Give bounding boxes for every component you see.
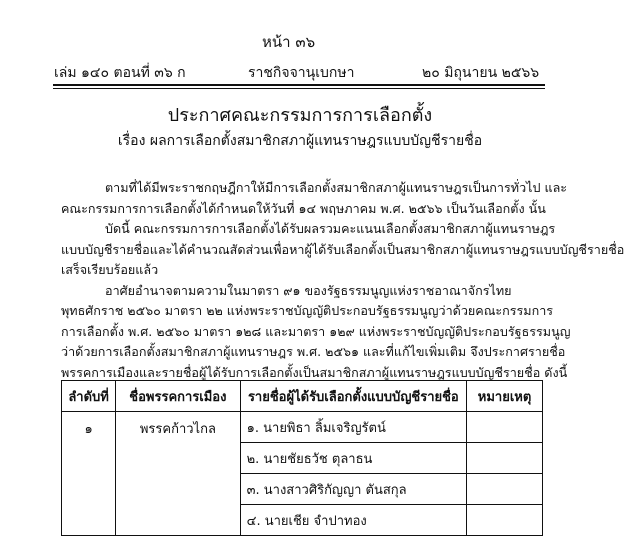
body-line: พุทธศักราช ๒๕๖๐ มาตรา ๒๒ แห่งพระราชบัญญัติประกอบรัฐธรรมนูญว่าด้วยคณะกรรมการ <box>61 303 554 318</box>
header-rule <box>53 84 545 89</box>
candidate-cell: ๓. นางสาวศิริกัญญา ตันสกุล <box>240 474 466 505</box>
party-name-cell: พรรคก้าวไกล <box>116 412 240 536</box>
header-cell-party: ชื่อพรรคการเมือง <box>116 381 240 412</box>
body-line: การเลือกตั้ง พ.ศ. ๒๕๖๐ มาตรา ๑๒๘ และมาตรา ๑๒๙ แห่งพระราชบัญญัติประกอบรัฐธรรมนูญ <box>61 323 571 339</box>
candidate-cell: ๒. นายชัยธวัช ตุลาธน <box>240 443 466 474</box>
header-cell-candidates: รายชื่อผู้ได้รับเลือกตั้งแบบบัญชีรายชื่อ <box>240 381 466 412</box>
candidate-cell: ๑. นายพิธา ลิ้มเจริญรัตน์ <box>240 412 466 443</box>
header-cell-order: ลำดับที่ <box>62 381 116 412</box>
body-text <box>61 178 624 383</box>
gazette-date: ๒๐ มิถุนายน ๒๕๖๖ <box>422 65 540 81</box>
gazette-name: ราชกิจจานุเบกษา <box>248 65 355 81</box>
candidate-cell: ๔. นายเชีย จำปาทอง <box>240 505 466 536</box>
body-line: ว่าด้วยการเลือกตั้งสมาชิกสภาผู้แทนราษฎร พ.ศ. ๒๕๖๑ และที่แก้ไขเพิ่มเติม จึงประกาศรายชื่อ <box>61 344 566 359</box>
remarks-cell <box>467 443 543 474</box>
body-line: เสร็จเรียบร้อยแล้ว <box>61 262 159 277</box>
body-line: คณะกรรมการการเลือกตั้งได้กำหนดให้วันที่ ๑๔ พฤษภาคม พ.ศ. ๒๕๖๖ เป็นวันเลือกตั้ง นั้น <box>61 200 546 216</box>
page-number: หน้า ๓๖ <box>262 33 316 51</box>
table-header-row <box>62 381 543 412</box>
volume-issue: เล่ม ๑๔๐ ตอนที่ ๓๖ ก <box>54 65 186 81</box>
body-line: อาศัยอำนาจตามความในมาตรา ๙๑ ของรัฐธรรมนูญแห่งราชอาณาจักรไทย <box>105 282 512 298</box>
remarks-cell <box>467 474 543 505</box>
remarks-cell <box>467 505 543 536</box>
body-line: แบบบัญชีรายชื่อและได้คำนวณสัดส่วนเพื่อหาผู้ได้รับเลือกตั้งเป็นสมาชิกสภาผู้แทนราษฎรแบบบัญชีรายชื่อ <box>61 241 624 257</box>
table-row <box>62 412 543 443</box>
body-line: บัดนี้ คณะกรรมการการเลือกตั้งได้รับผลรวมคะแนนเลือกตั้งสมาชิกสภาผู้แทนราษฎร <box>105 221 556 236</box>
document-subject: เรื่อง ผลการเลือกตั้งสมาชิกสภาผู้แทนราษฎรแบบบัญชีรายชื่อ <box>117 133 483 149</box>
body-line: ตามที่ได้มีพระราชกฤษฎีกาให้มีการเลือกตั้งสมาชิกสภาผู้แทนราษฎรเป็นการทั่วไป และ <box>105 180 568 195</box>
results-table <box>61 380 543 536</box>
document-title: ประกาศคณะกรรมการการเลือกตั้ง <box>167 105 433 126</box>
remarks-cell <box>467 412 543 443</box>
row-number-cell: ๑ <box>62 412 116 536</box>
body-line: พรรคการเมืองและรายชื่อผู้ได้รับการเลือกตั้งเป็นสมาชิกสภาผู้แทนราษฎรแบบบัญชีรายชื่อ ดังนี้ <box>61 364 568 380</box>
header-cell-remarks: หมายเหตุ <box>467 381 543 412</box>
